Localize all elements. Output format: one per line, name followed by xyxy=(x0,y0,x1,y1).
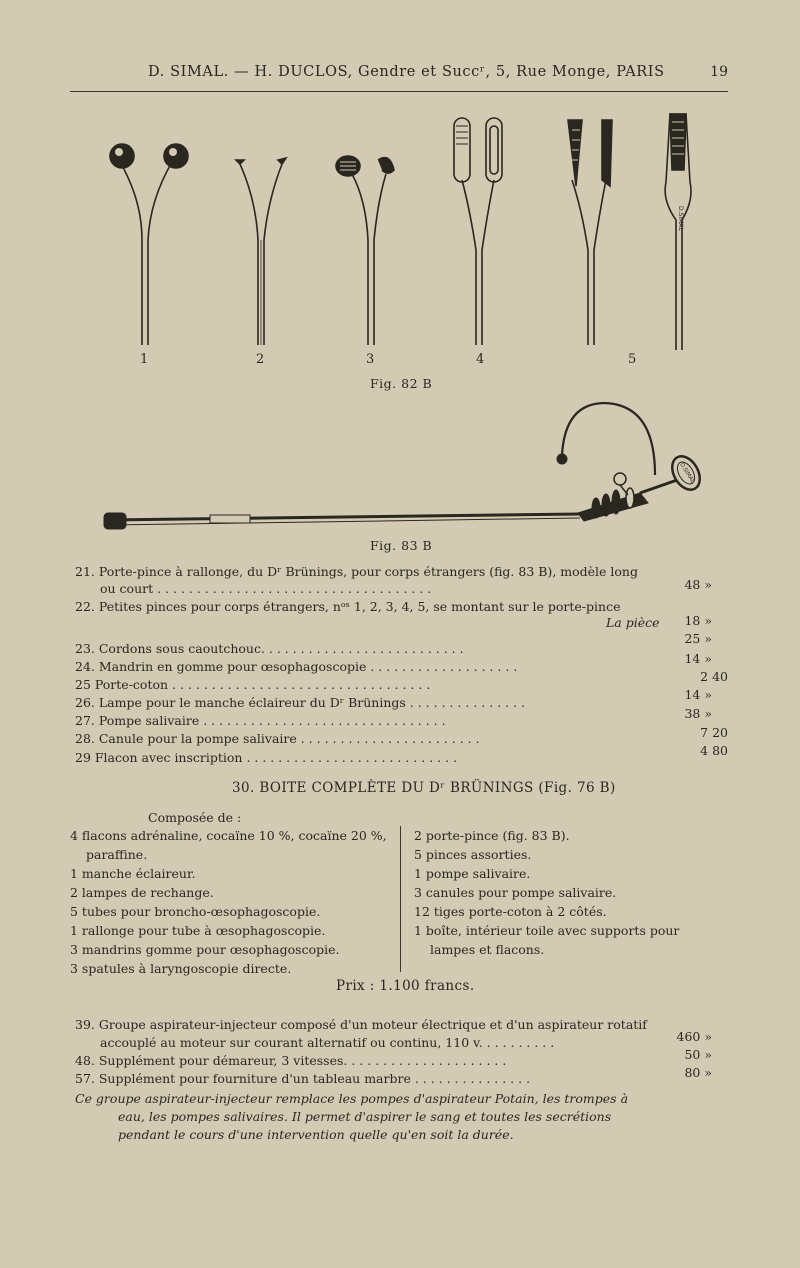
box-right-item: 1 pompe salivaire. xyxy=(414,866,531,881)
box-left-item: 1 manche éclaireur. xyxy=(70,866,196,881)
item-28: 28. Canule pour la pompe salivaire . . . . . . . . . . . . . . . . . . . . . . . xyxy=(75,731,480,746)
forceps-2-icon xyxy=(236,158,286,345)
box-right-item: 3 canules pour pompe salivaire. xyxy=(414,885,617,900)
item-48: 48. Supplément pour démareur, 3 vitesses. . . . . . . . . . . . . . . . . . . . . xyxy=(75,1053,507,1068)
item-25-price: 2 40 xyxy=(700,669,728,684)
box-left-item: 4 flacons adrénaline, cocaïne 10 %, cocaïne 20 %, xyxy=(70,828,387,843)
item-48-price: 50 » xyxy=(684,1047,712,1062)
item-21-line1: 21. Porte-pince à rallonge, du Dʳ Brünings, pour corps étrangers (fig. 83 B), modèle long xyxy=(75,564,638,579)
item-39-price: 460 » xyxy=(676,1029,712,1044)
box-right-item: 1 boîte, intérieur toile avec supports pour xyxy=(414,923,680,938)
item-39-line1: 39. Groupe aspirateur-injecteur composé d'un moteur électrique et d'un aspirateur rotatif xyxy=(75,1017,647,1032)
item-22-line1: 22. Petites pinces pour corps étrangers, nᵒˢ 1, 2, 3, 4, 5, se montant sur le porte-pince xyxy=(75,599,621,614)
item-22-price: 18 » xyxy=(684,613,712,628)
forceps-1-icon xyxy=(110,144,188,345)
box-left-item: 3 mandrins gomme pour œsophagoscopie. xyxy=(70,942,340,957)
item-21-line2: ou court . . . . . . . . . . . . . . . . . . . . . . . . . . . . . . . . . . . xyxy=(100,581,432,596)
item-39-line2: accouplé au moteur sur courant alternatif ou continu, 110 v. . . . . . . . . . xyxy=(100,1035,555,1050)
box-price: Prix : 1.100 francs. xyxy=(336,978,475,994)
box-left-item: 2 lampes de rechange. xyxy=(70,885,214,900)
item-57: 57. Supplément pour fourniture d'un tableau marbre . . . . . . . . . . . . . . . xyxy=(75,1071,531,1086)
fig83-engraving: D.SIMAL xyxy=(678,461,696,485)
page-number: 19 xyxy=(710,64,728,80)
fig82-engraving: D.SIMAL xyxy=(677,206,684,231)
item-57-price: 80 » xyxy=(684,1065,712,1080)
item-23-price: 25 » xyxy=(684,631,712,646)
box-right-item: 2 porte-pince (fig. 83 B). xyxy=(414,828,570,843)
box-right-column xyxy=(414,826,730,959)
fig-82b-illustration xyxy=(90,100,710,360)
box-left-item: 5 tubes pour broncho-œsophagoscopie. xyxy=(70,904,321,919)
forceps-3-icon xyxy=(336,156,394,345)
fig82-number-3: 3 xyxy=(366,352,375,367)
note-line-3: pendant le cours d'une intervention quelle qu'en soit la durée. xyxy=(118,1127,514,1142)
box-left-item: 3 spatules à laryngoscopie directe. xyxy=(70,961,292,976)
note-line-1: Ce groupe aspirateur-injecteur remplace les pompes d'aspirateur Potain, les trompes à xyxy=(75,1091,629,1106)
box-right-item: 12 tiges porte-coton à 2 côtés. xyxy=(414,904,607,919)
box-right-item: 5 pinces assorties. xyxy=(414,847,532,862)
item-24-price: 14 » xyxy=(684,651,712,666)
fig83-caption: Fig. 83 B xyxy=(370,538,433,553)
fig82-number-4: 4 xyxy=(476,352,485,367)
item-26-price: 14 » xyxy=(684,687,712,702)
item-27: 27. Pompe salivaire . . . . . . . . . . . . . . . . . . . . . . . . . . . . . . . xyxy=(75,713,446,728)
item-29-price: 4 80 xyxy=(700,743,728,758)
item-27-price: 38 » xyxy=(684,706,712,721)
forceps-5-icon xyxy=(568,114,691,350)
box-composed-label: Composée de : xyxy=(148,810,242,825)
box-left-item: 1 rallonge pour tube à œsophagoscopie. xyxy=(70,923,326,938)
header-rule xyxy=(70,91,728,92)
fig82-number-2: 2 xyxy=(256,352,265,367)
fig-83b-illustration xyxy=(100,395,710,535)
item-28-price: 7 20 xyxy=(700,725,728,740)
box-left-column xyxy=(70,826,400,978)
fig82-number-1: 1 xyxy=(140,352,149,367)
running-header xyxy=(70,64,730,88)
item-26: 26. Lampe pour le manche éclaireur du Dʳ Brünings . . . . . . . . . . . . . . . xyxy=(75,695,526,710)
item-24: 24. Mandrin en gomme pour œsophagoscopie . . . . . . . . . . . . . . . . . . . xyxy=(75,659,518,674)
header-text: D. SIMAL. — H. DUCLOS, Gendre et Succʳ, 5, Rue Monge, PARIS xyxy=(148,64,665,80)
item-29: 29 Flacon avec inscription . . . . . . . . . . . . . . . . . . . . . . . . . . . xyxy=(75,750,458,765)
forceps-4-icon xyxy=(454,118,502,345)
box-left-item: paraffine. xyxy=(86,847,148,862)
fig82-caption: Fig. 82 B xyxy=(370,376,433,391)
item-21-price: 48 » xyxy=(684,577,712,592)
fig82-number-5: 5 xyxy=(628,352,637,367)
item-25: 25 Porte-coton . . . . . . . . . . . . . . . . . . . . . . . . . . . . . . . . . xyxy=(75,677,431,692)
box-title: 30. BOITE COMPLÈTE DU Dʳ BRÜNINGS (Fig. 76 B) xyxy=(232,780,616,796)
box-right-item: lampes et flacons. xyxy=(430,942,545,957)
item-22-line2: La pièce xyxy=(606,615,660,630)
note-line-2: eau, les pompes salivaires. Il permet d'aspirer le sang et toutes les secrétions xyxy=(118,1109,612,1124)
item-23: 23. Cordons sous caoutchouc. . . . . . . . . . . . . . . . . . . . . . . . . . xyxy=(75,641,464,656)
box-column-divider xyxy=(400,826,401,972)
